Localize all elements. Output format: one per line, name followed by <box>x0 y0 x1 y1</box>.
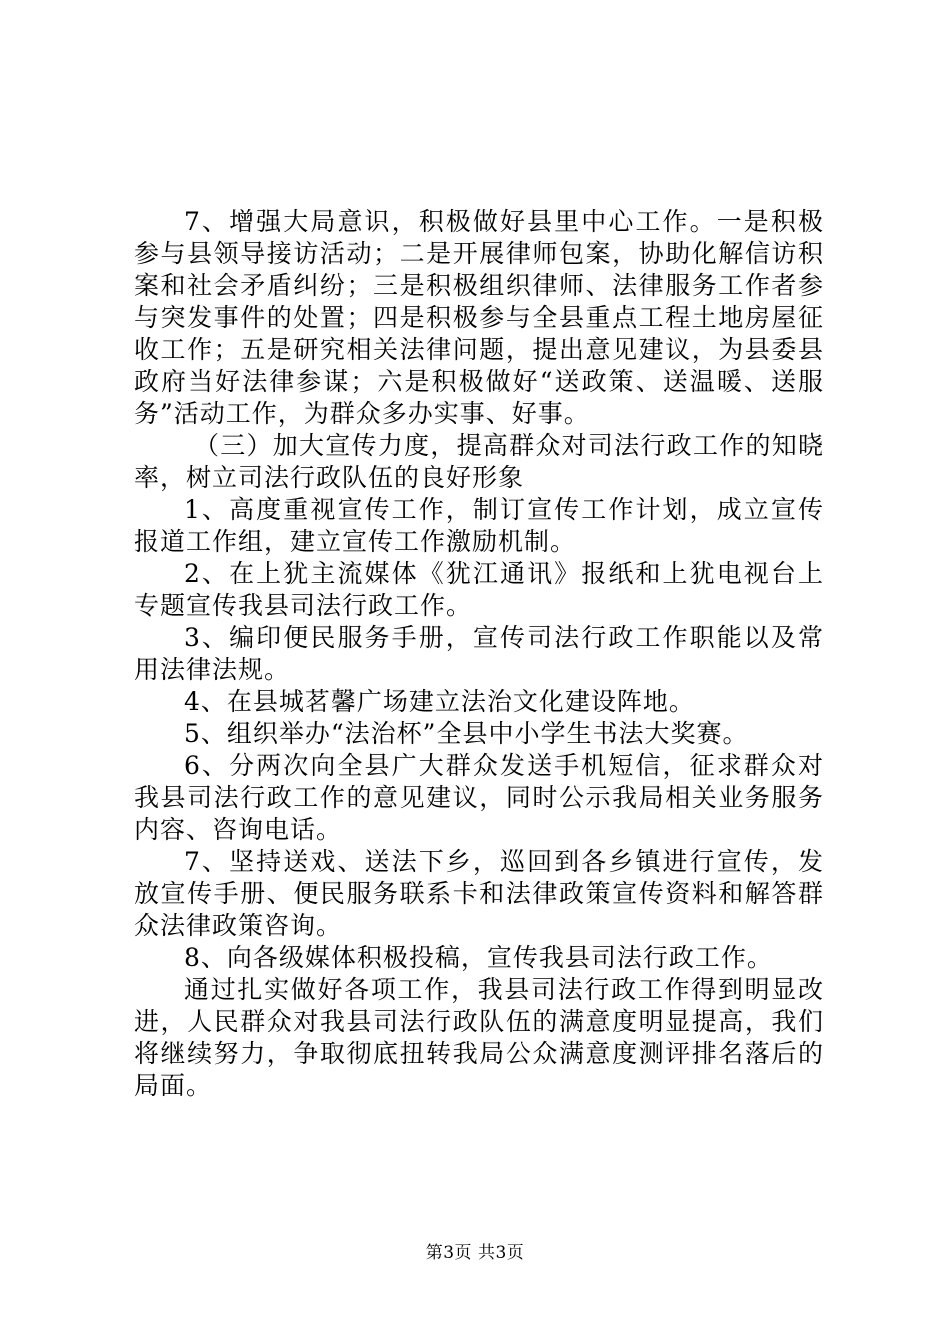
paragraph-item-4: 4、在县城茗馨广场建立法治文化建设阵地。 <box>184 687 695 716</box>
paragraph-item-2: 2、在上犹主流媒体《犹江通讯》报纸和上犹电视台上专题宣传我县司法行政工作。 <box>134 559 824 620</box>
paragraph-item-7: 7、坚持送戏、送法下乡，巡回到各乡镇进行宣传，发放宣传手册、便民服务联系卡和法律政策宣传资料和解答群众法律政策咨询。 <box>134 847 824 940</box>
paragraph-item-6: 6、分两次向全县广大群众发送手机短信，征求群众对我县司法行政工作的意见建议，同时公示我局相关业务服务内容、咨询电话。 <box>134 751 824 844</box>
paragraph-item-1: 1、高度重视宣传工作，制订宣传工作计划，成立宣传报道工作组，建立宣传工作激励机制。 <box>134 495 824 556</box>
document-body <box>134 206 824 1102</box>
page-number-footer: 第3页 共3页 <box>425 1243 525 1263</box>
paragraph-conclusion: 通过扎实做好各项工作，我县司法行政工作得到明显改进，人民群众对我县司法行政队伍的满意度明显提高，我们将继续努力，争取彻底扭转我局公众满意度测评排名落后的局面。 <box>134 975 824 1100</box>
paragraph-item-7-center-work: 7、增强大局意识，积极做好县里中心工作。一是积极参与县领导接访活动；二是开展律师包案，协助化解信访积案和社会矛盾纠纷；三是积极组织律师、法律服务工作者参与突发事件的处置；四是积极参与全县重点工程土地房屋征收工作；五是研究相关法律问题，提出意见建议，为县委县政府当好法律参谋；六是积极做好“送政策、送温暖、送服务”活动工作，为群众多办实事、好事。 <box>134 207 824 428</box>
paragraph-item-3: 3、编印便民服务手册，宣传司法行政工作职能以及常用法律法规。 <box>134 623 824 684</box>
section-heading-publicity: （三）加大宣传力度，提高群众对司法行政工作的知晓率，树立司法行政队伍的良好形象 <box>134 431 824 492</box>
paragraph-item-8: 8、向各级媒体积极投稿，宣传我县司法行政工作。 <box>184 943 773 972</box>
paragraph-item-5: 5、组织举办“法治杯”全县中小学生书法大奖赛。 <box>184 719 749 748</box>
